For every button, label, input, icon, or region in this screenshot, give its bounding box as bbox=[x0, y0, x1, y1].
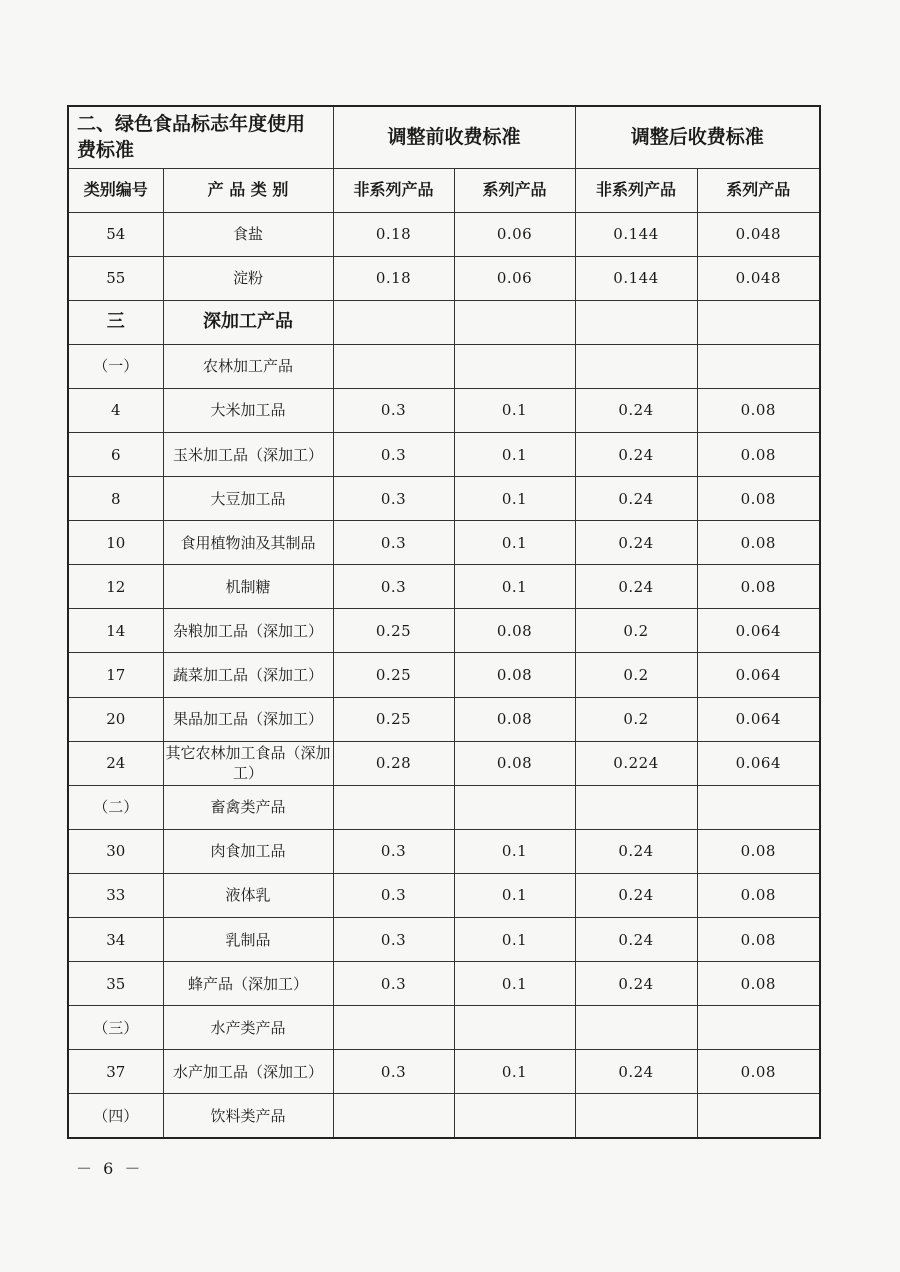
code-cell: 35 bbox=[68, 962, 163, 1006]
after-non-series-cell: 0.224 bbox=[575, 741, 697, 785]
before-non-series-cell: 0.3 bbox=[333, 388, 454, 432]
after-series-cell bbox=[697, 1006, 820, 1050]
code-cell: 24 bbox=[68, 741, 163, 785]
before-non-series-cell: 0.25 bbox=[333, 609, 454, 653]
table-title-line1: 二、绿色食品标志年度使用 bbox=[77, 113, 306, 136]
after-series-cell bbox=[697, 785, 820, 829]
table-row bbox=[68, 785, 820, 829]
after-non-series-cell: 0.24 bbox=[575, 1050, 697, 1094]
after-series-cell: 0.08 bbox=[697, 873, 820, 917]
before-non-series-cell: 0.3 bbox=[333, 1050, 454, 1094]
table-row bbox=[68, 477, 820, 521]
category-cell: 蜂产品（深加工） bbox=[163, 962, 333, 1006]
code-cell: 10 bbox=[68, 521, 163, 565]
category-cell: 乳制品 bbox=[163, 918, 333, 962]
code-cell: 17 bbox=[68, 653, 163, 697]
code-cell: （四） bbox=[68, 1094, 163, 1138]
before-non-series-cell bbox=[333, 300, 454, 344]
category-cell: 水产类产品 bbox=[163, 1006, 333, 1050]
after-series-cell: 0.064 bbox=[697, 653, 820, 697]
after-series-cell: 0.08 bbox=[697, 432, 820, 476]
before-non-series-cell: 0.25 bbox=[333, 697, 454, 741]
before-non-series-cell: 0.3 bbox=[333, 521, 454, 565]
before-series-cell: 0.08 bbox=[454, 609, 575, 653]
category-cell: 蔬菜加工品（深加工） bbox=[163, 653, 333, 697]
table-row bbox=[68, 741, 820, 785]
before-non-series-cell bbox=[333, 344, 454, 388]
after-series-cell: 0.08 bbox=[697, 521, 820, 565]
before-series-cell: 0.1 bbox=[454, 521, 575, 565]
code-cell: 55 bbox=[68, 256, 163, 300]
after-non-series-cell: 0.24 bbox=[575, 829, 697, 873]
table-row bbox=[68, 653, 820, 697]
category-cell: 液体乳 bbox=[163, 873, 333, 917]
before-non-series-cell: 0.3 bbox=[333, 477, 454, 521]
table-row bbox=[68, 918, 820, 962]
after-series-cell: 0.08 bbox=[697, 829, 820, 873]
table-row bbox=[68, 344, 820, 388]
after-non-series-cell: 0.24 bbox=[575, 521, 697, 565]
code-column-header: 类别编号 bbox=[68, 168, 163, 212]
category-cell: 饮料类产品 bbox=[163, 1094, 333, 1138]
table-row bbox=[68, 873, 820, 917]
before-non-series-cell: 0.28 bbox=[333, 741, 454, 785]
before-series-cell: 0.1 bbox=[454, 962, 575, 1006]
category-cell: 食盐 bbox=[163, 212, 333, 256]
code-cell: 37 bbox=[68, 1050, 163, 1094]
before-non-series-cell: 0.18 bbox=[333, 256, 454, 300]
code-cell: 6 bbox=[68, 432, 163, 476]
category-cell: 玉米加工品（深加工） bbox=[163, 432, 333, 476]
table-row bbox=[68, 1094, 820, 1138]
before-series-cell bbox=[454, 1094, 575, 1138]
before-non-series-cell: 0.3 bbox=[333, 962, 454, 1006]
before-series-cell: 0.1 bbox=[454, 918, 575, 962]
category-cell: 机制糖 bbox=[163, 565, 333, 609]
before-non-series-header: 非系列产品 bbox=[333, 168, 454, 212]
page-number: － 6 － bbox=[76, 1159, 144, 1178]
after-non-series-cell bbox=[575, 1006, 697, 1050]
after-series-cell: 0.08 bbox=[697, 477, 820, 521]
before-series-cell: 0.06 bbox=[454, 212, 575, 256]
code-cell: 8 bbox=[68, 477, 163, 521]
after-series-cell: 0.064 bbox=[697, 741, 820, 785]
table-title-line2: 费标准 bbox=[77, 139, 135, 162]
before-series-cell: 0.08 bbox=[454, 697, 575, 741]
category-cell: 杂粮加工品（深加工） bbox=[163, 609, 333, 653]
before-series-cell: 0.1 bbox=[454, 477, 575, 521]
before-non-series-cell: 0.3 bbox=[333, 565, 454, 609]
after-series-cell: 0.08 bbox=[697, 1050, 820, 1094]
after-series-header: 系列产品 bbox=[697, 168, 820, 212]
table-row bbox=[68, 697, 820, 741]
code-cell: 14 bbox=[68, 609, 163, 653]
before-series-cell bbox=[454, 1006, 575, 1050]
after-series-cell: 0.064 bbox=[697, 697, 820, 741]
after-series-cell bbox=[697, 344, 820, 388]
before-series-cell: 0.08 bbox=[454, 741, 575, 785]
after-non-series-cell bbox=[575, 300, 697, 344]
table-row bbox=[68, 432, 820, 476]
before-series-cell bbox=[454, 300, 575, 344]
after-non-series-cell: 0.2 bbox=[575, 697, 697, 741]
before-series-cell: 0.06 bbox=[454, 256, 575, 300]
code-cell: 12 bbox=[68, 565, 163, 609]
after-series-cell: 0.08 bbox=[697, 918, 820, 962]
before-series-header: 系列产品 bbox=[454, 168, 575, 212]
table-row bbox=[68, 1050, 820, 1094]
after-series-cell: 0.048 bbox=[697, 256, 820, 300]
code-cell: 三 bbox=[68, 300, 163, 344]
before-non-series-cell: 0.18 bbox=[333, 212, 454, 256]
code-cell: 54 bbox=[68, 212, 163, 256]
after-series-cell: 0.064 bbox=[697, 609, 820, 653]
after-non-series-cell: 0.2 bbox=[575, 609, 697, 653]
table-row bbox=[68, 256, 820, 300]
fee-standard-table bbox=[67, 105, 821, 1139]
after-non-series-cell: 0.2 bbox=[575, 653, 697, 697]
after-standard-header: 调整后收费标准 bbox=[575, 106, 820, 168]
before-series-cell: 0.1 bbox=[454, 432, 575, 476]
before-series-cell bbox=[454, 344, 575, 388]
before-non-series-cell bbox=[333, 1094, 454, 1138]
before-series-cell: 0.1 bbox=[454, 829, 575, 873]
category-cell: 其它农林加工食品（深加工） bbox=[163, 741, 333, 785]
after-non-series-cell: 0.24 bbox=[575, 565, 697, 609]
after-non-series-cell bbox=[575, 785, 697, 829]
before-non-series-cell bbox=[333, 785, 454, 829]
before-series-cell bbox=[454, 785, 575, 829]
after-non-series-cell: 0.24 bbox=[575, 477, 697, 521]
table-row bbox=[68, 1006, 820, 1050]
after-non-series-cell: 0.24 bbox=[575, 918, 697, 962]
after-non-series-cell: 0.24 bbox=[575, 388, 697, 432]
table-row bbox=[68, 300, 820, 344]
after-non-series-cell: 0.144 bbox=[575, 212, 697, 256]
code-cell: （三） bbox=[68, 1006, 163, 1050]
table-row bbox=[68, 962, 820, 1006]
after-series-cell: 0.08 bbox=[697, 565, 820, 609]
before-series-cell: 0.1 bbox=[454, 388, 575, 432]
code-cell: 30 bbox=[68, 829, 163, 873]
category-cell: 深加工产品 bbox=[163, 300, 333, 344]
after-non-series-cell: 0.24 bbox=[575, 873, 697, 917]
table-row bbox=[68, 388, 820, 432]
table-row bbox=[68, 609, 820, 653]
category-cell: 大豆加工品 bbox=[163, 477, 333, 521]
after-non-series-cell: 0.144 bbox=[575, 256, 697, 300]
table-title bbox=[68, 106, 333, 168]
category-cell: 果品加工品（深加工） bbox=[163, 697, 333, 741]
after-non-series-cell bbox=[575, 1094, 697, 1138]
header-row bbox=[68, 106, 820, 168]
after-non-series-cell: 0.24 bbox=[575, 432, 697, 476]
after-series-cell bbox=[697, 300, 820, 344]
code-cell: 20 bbox=[68, 697, 163, 741]
before-series-cell: 0.08 bbox=[454, 653, 575, 697]
category-cell: 肉食加工品 bbox=[163, 829, 333, 873]
before-non-series-cell: 0.25 bbox=[333, 653, 454, 697]
before-non-series-cell: 0.3 bbox=[333, 873, 454, 917]
category-cell: 水产加工品（深加工） bbox=[163, 1050, 333, 1094]
before-series-cell: 0.1 bbox=[454, 1050, 575, 1094]
code-cell: （一） bbox=[68, 344, 163, 388]
before-non-series-cell bbox=[333, 1006, 454, 1050]
after-non-series-cell: 0.24 bbox=[575, 962, 697, 1006]
after-non-series-cell bbox=[575, 344, 697, 388]
after-series-cell bbox=[697, 1094, 820, 1138]
table-row bbox=[68, 565, 820, 609]
code-cell: 34 bbox=[68, 918, 163, 962]
category-cell: 食用植物油及其制品 bbox=[163, 521, 333, 565]
table-row bbox=[68, 521, 820, 565]
table-row bbox=[68, 212, 820, 256]
before-non-series-cell: 0.3 bbox=[333, 829, 454, 873]
category-cell: 畜禽类产品 bbox=[163, 785, 333, 829]
code-cell: 4 bbox=[68, 388, 163, 432]
table-row bbox=[68, 829, 820, 873]
before-series-cell: 0.1 bbox=[454, 873, 575, 917]
before-standard-header: 调整前收费标准 bbox=[333, 106, 575, 168]
subheader-row bbox=[68, 168, 820, 212]
after-series-cell: 0.048 bbox=[697, 212, 820, 256]
after-series-cell: 0.08 bbox=[697, 388, 820, 432]
category-column-header: 产 品 类 别 bbox=[163, 168, 333, 212]
before-non-series-cell: 0.3 bbox=[333, 432, 454, 476]
after-series-cell: 0.08 bbox=[697, 962, 820, 1006]
category-cell: 大米加工品 bbox=[163, 388, 333, 432]
after-non-series-header: 非系列产品 bbox=[575, 168, 697, 212]
code-cell: 33 bbox=[68, 873, 163, 917]
before-series-cell: 0.1 bbox=[454, 565, 575, 609]
category-cell: 淀粉 bbox=[163, 256, 333, 300]
code-cell: （二） bbox=[68, 785, 163, 829]
before-non-series-cell: 0.3 bbox=[333, 918, 454, 962]
category-cell: 农林加工产品 bbox=[163, 344, 333, 388]
fee-table-container bbox=[67, 105, 819, 1137]
